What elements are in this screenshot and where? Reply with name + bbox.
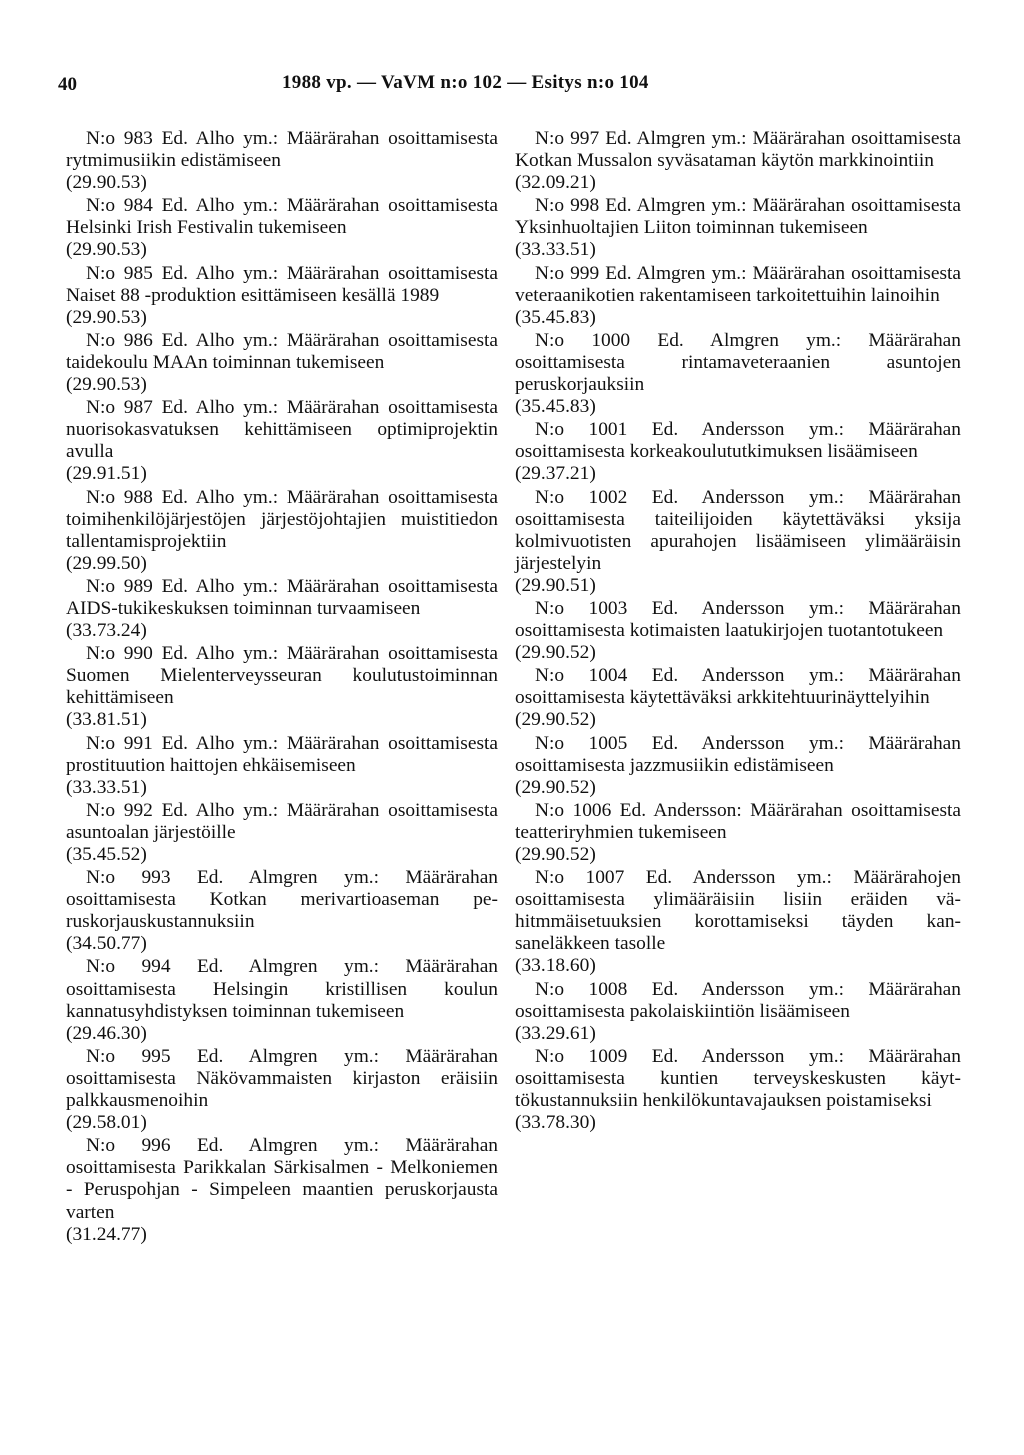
motion-text: N:o 984 Ed. Alho ym.: Määrärahan osoittamisesta Helsinki Irish Festivalin tukemiseen (66, 195, 498, 239)
motion-entry (515, 419, 961, 485)
budget-item-code: (33.78.30) (515, 1112, 596, 1134)
budget-item-code: (33.73.24) (66, 620, 147, 642)
motion-entry (515, 1046, 961, 1134)
motion-text: N:o 1006 Ed. Andersson: Määrärahan osoittamisesta teatteriryhmien tukemiseen (515, 799, 961, 843)
motion-entry (66, 867, 498, 955)
budget-item-code: (29.90.52) (515, 844, 596, 865)
motion-entry (66, 487, 498, 575)
budget-item-code: (33.33.51) (515, 239, 596, 261)
motion-entry (515, 665, 961, 731)
motion-text: N:o 990 Ed. Alho ym.: Määrärahan osoittamisesta Suomen Mielenterveysseuran koulutustoiminnan kehittämiseen (66, 643, 498, 709)
budget-item-code: (29.91.51) (66, 463, 147, 485)
budget-item-code: (35.45.83) (515, 306, 596, 328)
budget-item-code: (31.24.77) (66, 1223, 147, 1245)
budget-item-code: (29.90.52) (515, 776, 596, 798)
page-number: 40 (58, 74, 77, 95)
running-header: 1988 vp. — VaVM n:o 102 — Esitys n:o 104 (282, 72, 649, 93)
motion-entry (66, 643, 498, 731)
budget-item-code: (29.58.01) (66, 1112, 147, 1134)
motion-entry (66, 195, 498, 261)
motion-text: N:o 1005 Ed. Andersson ym.: Määrärahan osoittamisesta jazzmusiikin edistämiseen (515, 732, 961, 776)
motion-entry (66, 733, 498, 799)
motion-text: N:o 991 Ed. Alho ym.: Määrärahan osoittamisesta prostituution haittojen ehkäisemiseen (66, 732, 498, 776)
budget-item-code: (34.50.77) (66, 933, 147, 955)
budget-item-code: (33.18.60) (515, 955, 596, 977)
budget-item-code: (29.90.53) (66, 306, 147, 328)
motion-text: N:o 1008 Ed. Andersson ym.: Määrärahan osoittamisesta pakolaiskiintiön lisäämiseen (515, 978, 961, 1022)
budget-item-code: (33.33.51) (66, 776, 147, 798)
motion-text: N:o 1009 Ed. Andersson ym.: Määrärahan osoittamisesta kuntien terveyskeskusten käyttökustannuksiin henkilökuntavajauksen poistamiseksi (515, 1045, 961, 1112)
motion-entry (515, 263, 961, 329)
motion-text: N:o 997 Ed. Almgren ym.: Määrärahan osoittamisesta Kotkan Mussalon syväsataman käytön markkinointiin (515, 128, 961, 172)
motion-text: N:o 999 Ed. Almgren ym.: Määrärahan osoittamisesta veteraanikotien rakentamiseen tarkoitettuihin lainoihin (515, 262, 961, 306)
budget-item-code: (29.90.52) (515, 709, 596, 731)
budget-item-code: (29.37.21) (515, 463, 596, 485)
motion-entry (515, 330, 961, 418)
motion-text: N:o 998 Ed. Almgren ym.: Määrärahan osoittamisesta Yksinhuoltajien Liiton toiminnan tukemiseen (515, 195, 961, 239)
budget-item-code: (33.29.61) (515, 1022, 596, 1044)
budget-item-code: (29.90.51) (515, 574, 596, 596)
budget-item-code: (29.90.53) (66, 239, 147, 261)
motion-entry (66, 800, 498, 866)
motion-text: N:o 983 Ed. Alho ym.: Määrärahan osoittamisesta rytmimusiikin edistämiseen (66, 128, 498, 172)
budget-item-code: (29.99.50) (66, 552, 147, 574)
motion-text: N:o 1003 Ed. Andersson ym.: Määrärahan osoittamisesta kotimaisten laatukirjojen tuotantotukeen (515, 597, 961, 642)
motion-text: N:o 1004 Ed. Andersson ym.: Määrärahan osoittamisesta käytettäväksi arkkitehtuurinäyttelyihin (515, 665, 961, 709)
motion-entry (66, 576, 498, 642)
budget-item-code: (29.46.30) (66, 1022, 147, 1044)
motion-entry (515, 867, 961, 977)
budget-item-code: (35.45.52) (66, 844, 147, 865)
motion-entry (66, 263, 498, 329)
motion-entry (515, 979, 961, 1045)
motion-text: N:o 995 Ed. Almgren ym.: Määrärahan osoittamisesta Näkövammaisten kirjaston eräisiin palkkausmenoihin (66, 1045, 498, 1112)
motion-text: N:o 996 Ed. Almgren ym.: Määrärahan osoittamisesta Parikkalan Särkisalmen - Melkoniemen - Peruspohjan - Simpeleen maantien peruskorjausta varten (66, 1135, 498, 1223)
motion-entry (66, 330, 498, 396)
budget-item-code: (32.09.21) (515, 172, 596, 194)
left-column (66, 128, 498, 1247)
motion-text: N:o 986 Ed. Alho ym.: Määrärahan osoittamisesta taidekoulu MAAn toiminnan tukemiseen (66, 329, 498, 373)
budget-item-code: (35.45.83) (515, 396, 596, 418)
motion-entry (66, 128, 498, 194)
motion-text: N:o 1007 Ed. Andersson ym.: Määrärahojen osoittamisesta ylimääräisiin lisiin eräiden vähitmmäisetuuksien korottamiseksi täyden kansaneläkkeen tasolle (515, 867, 961, 955)
budget-item-code: (29.90.52) (515, 642, 596, 664)
motion-text: N:o 992 Ed. Alho ym.: Määrärahan osoittamisesta asuntoalan järjestöille (66, 799, 498, 843)
budget-item-code: (29.90.53) (66, 172, 147, 194)
motion-entry (515, 733, 961, 799)
right-column (515, 128, 961, 1135)
motion-entry (515, 128, 961, 194)
motion-entry (66, 956, 498, 1044)
motion-entry (66, 1135, 498, 1245)
motion-entry (515, 195, 961, 261)
motion-entry (515, 800, 961, 866)
motion-entry (515, 487, 961, 597)
budget-item-code: (29.90.53) (66, 374, 147, 396)
motion-text: N:o 1002 Ed. Andersson ym.: Määrärahan osoittamisesta taiteilijoiden käytettäväksi yksija kolmivuotisten apurahojen lisäämiseen ylimääräisin järjestelyin (515, 486, 961, 574)
motion-entry (66, 397, 498, 485)
motion-text: N:o 987 Ed. Alho ym.: Määrärahan osoittamisesta nuorisokasvatuksen kehittämiseen optimiprojektin avulla (66, 397, 498, 463)
motion-text: N:o 993 Ed. Almgren ym.: Määrärahan osoittamisesta Kotkan merivartioaseman peruskorjauskustannuksiin (66, 867, 498, 933)
motion-entry (66, 1046, 498, 1134)
motion-text: N:o 994 Ed. Almgren ym.: Määrärahan osoittamisesta Helsingin kristillisen koulun kannatusyhdistyksen toiminnan tukemiseen (66, 956, 498, 1022)
motion-text: N:o 988 Ed. Alho ym.: Määrärahan osoittamisesta toimihenkilöjärjestöjen järjestöjohtajien muistitiedon tallentamisprojektiin (66, 486, 498, 552)
motion-entry (515, 598, 961, 664)
motion-text: N:o 985 Ed. Alho ym.: Määrärahan osoittamisesta Naiset 88 -produktion esittämiseen kesällä 1989 (66, 262, 498, 306)
motion-text: N:o 1001 Ed. Andersson ym.: Määrärahan osoittamisesta korkeakoulututkimuksen lisäämiseen (515, 419, 961, 463)
budget-item-code: (33.81.51) (66, 709, 147, 731)
motion-text: N:o 1000 Ed. Almgren ym.: Määrärahan osoittamisesta rintamaveteraanien asuntojen peruskorjauksiin (515, 329, 961, 396)
motion-text: N:o 989 Ed. Alho ym.: Määrärahan osoittamisesta AIDS-tukikeskuksen toiminnan turvaamiseen (66, 575, 498, 619)
